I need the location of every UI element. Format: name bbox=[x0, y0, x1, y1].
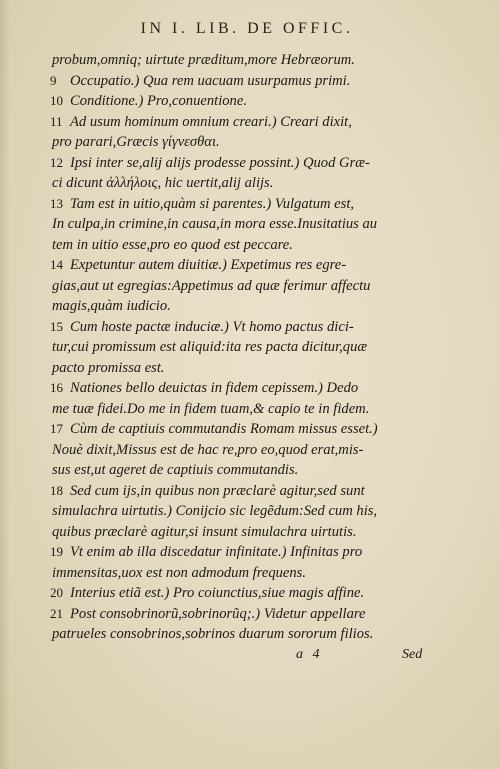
line-text: Nouè dixit,Missus est de hac re,pro eo,quod erat,mis- bbox=[52, 441, 364, 458]
line-text: Vt enim ab illa discedatur infinitate.) Infinitas pro bbox=[70, 544, 363, 560]
text-line bbox=[0, 214, 500, 235]
note-number: 15 bbox=[50, 318, 63, 334]
line-text: quibus præclarè agitur,si insunt simulachra uirtutis. bbox=[52, 523, 357, 540]
text-line bbox=[0, 255, 500, 276]
note-number: 17 bbox=[50, 421, 63, 436]
text-line bbox=[0, 522, 500, 543]
note-number: 16 bbox=[50, 380, 63, 395]
text-line bbox=[0, 276, 500, 297]
text-line bbox=[0, 91, 500, 112]
text-line bbox=[0, 235, 500, 256]
line-text: me tuæ fidei.Do me in fidem tuam,& capio te in fidem. bbox=[52, 400, 370, 417]
text-line bbox=[0, 460, 500, 481]
line-text: pacto promissa est. bbox=[52, 359, 165, 376]
line-text: Cùm de captiuis commutandis Romam missus esset.) bbox=[70, 421, 378, 437]
text-line bbox=[0, 604, 500, 625]
line-text: simulachra uirtutis.) Conijcio sic legẽdum:Sed cum his, bbox=[52, 503, 378, 519]
text-line bbox=[0, 358, 500, 379]
running-title: IN I. LIB. DE OFFIC. bbox=[140, 20, 354, 37]
text-line bbox=[0, 194, 500, 215]
line-text: sus est,ut ageret de captiuis commutandis. bbox=[52, 462, 299, 478]
text-line bbox=[0, 112, 500, 133]
line-text: Post consobrinorũ,sobrinorũq;.) Videtur appellare bbox=[70, 605, 366, 622]
line-text: Ad usum hominum omnium creari.) Creari dixit, bbox=[70, 113, 352, 130]
text-line bbox=[0, 50, 500, 71]
catchword: Sed bbox=[402, 646, 423, 662]
line-text: In culpa,in crimine,in causa,in mora esse.Inusitatius au bbox=[52, 216, 378, 232]
note-number: 12 bbox=[50, 154, 63, 170]
text-line bbox=[0, 440, 500, 461]
text-line bbox=[0, 173, 500, 194]
note-number: 20 bbox=[50, 585, 63, 600]
text-line bbox=[0, 583, 500, 604]
line-text: Sed cum ijs,in quibus non præclarè agitur,sed sunt bbox=[70, 482, 365, 499]
note-number: 18 bbox=[50, 482, 63, 498]
line-text: pro parari,Græcis γίγνεσθαι. bbox=[52, 134, 220, 150]
note-number: 21 bbox=[50, 605, 63, 621]
note-number: 9 bbox=[50, 72, 57, 88]
line-text: Expetuntur autem diuitiæ.) Expetimus res egre- bbox=[70, 257, 347, 273]
line-text: tur,cui promissum est aliquid:ita res pacta dicitur,quæ bbox=[52, 339, 368, 355]
line-text: Nationes bello deuictas in fidem cepissem.) Dedo bbox=[70, 380, 359, 396]
line-text: gias,aut ut egregias:Appetimus ad quæ ferimur affectu bbox=[52, 277, 371, 294]
text-line bbox=[0, 337, 500, 358]
note-number: 11 bbox=[50, 113, 63, 129]
note-number: 10 bbox=[50, 93, 63, 108]
text-line bbox=[0, 132, 500, 153]
line-text: Conditione.) Pro,conuentione. bbox=[70, 93, 247, 109]
note-number: 13 bbox=[50, 195, 63, 211]
text-line bbox=[0, 71, 500, 92]
text-block bbox=[0, 50, 500, 665]
line-text: immensitas,uox est non admodum frequens. bbox=[52, 564, 307, 581]
text-line bbox=[0, 399, 500, 420]
text-line bbox=[0, 542, 500, 563]
line-text: Occupatio.) Qua rem uacuam usurpamus primi. bbox=[70, 72, 351, 89]
note-number: 14 bbox=[50, 257, 63, 272]
line-text: patrueles consobrinos,sobrinos duarum sororum filios. bbox=[52, 626, 374, 642]
line-text: Interius etiã est.) Pro coiunctius,siue magis affine. bbox=[70, 585, 365, 601]
line-text: Ipsi inter se,alij alijs prodesse possint.) Quod Græ- bbox=[70, 154, 370, 171]
line-text: magis,quàm iudicio. bbox=[52, 298, 171, 314]
text-line bbox=[0, 501, 500, 522]
text-line bbox=[0, 153, 500, 174]
page-footer bbox=[0, 645, 500, 666]
signature-mark: a 4 bbox=[296, 646, 323, 662]
text-line bbox=[0, 419, 500, 440]
text-line bbox=[0, 563, 500, 584]
text-line bbox=[0, 317, 500, 338]
note-number: 19 bbox=[50, 544, 63, 559]
line-text: tem in uitio esse,pro eo quod est peccare. bbox=[52, 236, 293, 253]
line-text: probum,omniq; uirtute præditum,more Hebræorum. bbox=[52, 52, 355, 68]
line-text: ci dicunt ἀλλήλοις, hic uertit,alij alijs. bbox=[52, 175, 274, 191]
text-line bbox=[0, 624, 500, 645]
text-line bbox=[0, 378, 500, 399]
line-text: Cum hoste pactæ induciæ.) Vt homo pactus dici- bbox=[70, 318, 354, 335]
text-line bbox=[0, 296, 500, 317]
text-line bbox=[0, 481, 500, 502]
line-text: Tam est in uitio,quàm si parentes.) Vulgatum est, bbox=[70, 195, 355, 212]
